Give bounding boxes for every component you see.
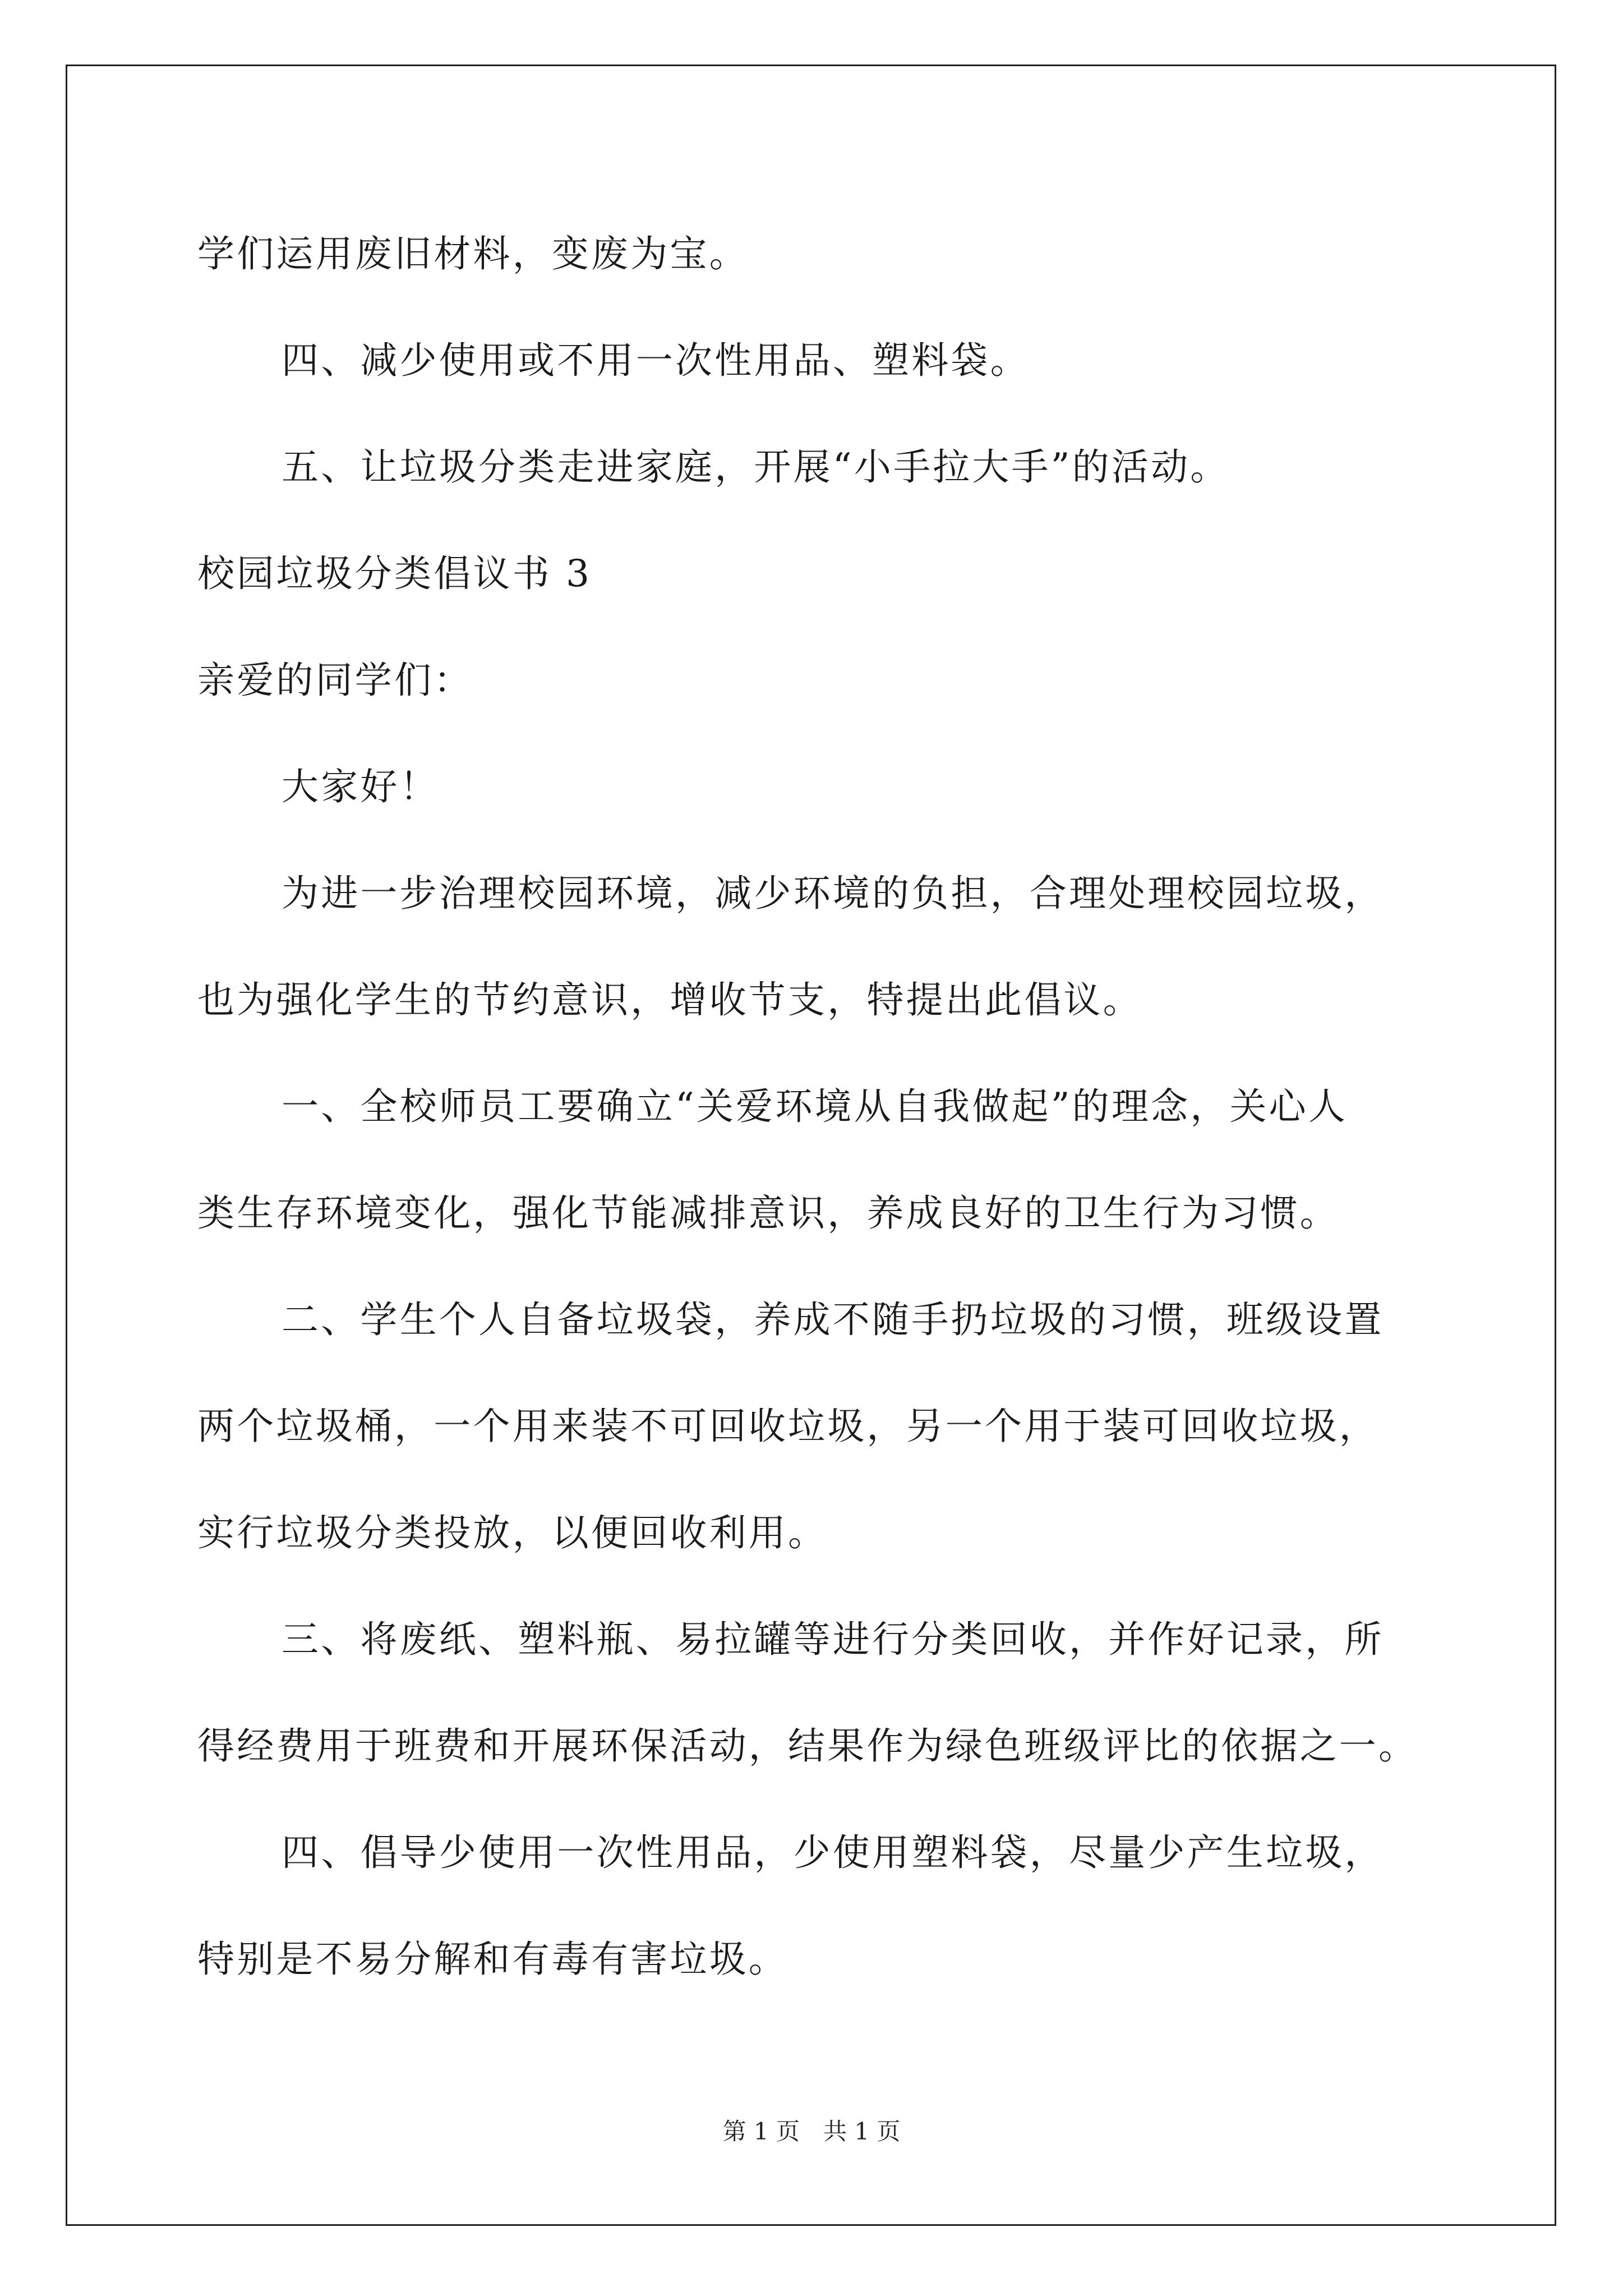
text-line: 学们运用废旧材料，变废为宝。 <box>197 232 749 275</box>
text-line: 四、减少使用或不用一次性用品、塑料袋。 <box>282 339 1030 382</box>
text-line: 类生存环境变化，强化节能减排意识，养成良好的卫生行为习惯。 <box>197 1191 1339 1235</box>
text-line: 一、全校师员工要确立“关爱环境从自我做起”的理念，关心人 <box>282 1085 1348 1128</box>
salutation: 亲爱的同学们： <box>197 659 473 702</box>
text-line: 两个垃圾桶，一个用来装不可回收垃圾，另一个用于装可回收垃圾， <box>197 1405 1378 1448</box>
text-line: 二、学生个人自备垃圾袋，养成不随手扔垃圾的习惯，班级设置 <box>282 1298 1384 1341</box>
text-line: 四、倡导少使用一次性用品，少使用塑料袋，尽量少产生垃圾， <box>282 1831 1384 1874</box>
text-line: 得经费用于班费和开展环保活动，结果作为绿色班级评比的依据之一。 <box>197 1724 1418 1768</box>
text-line: 五、让垃圾分类走进家庭，开展“小手拉大手”的活动。 <box>282 445 1230 489</box>
text-line: 三、将废纸、塑料瓶、易拉罐等进行分类回收，并作好记录，所 <box>282 1618 1384 1661</box>
text-line: 也为强化学生的节约意识，增收节支，特提出此倡议。 <box>197 978 1142 1022</box>
greeting: 大家好！ <box>282 765 439 808</box>
section-heading: 校园垃圾分类倡议书 3 <box>197 552 592 595</box>
page-number-footer: 第 1 页 共 1 页 <box>722 2118 901 2145</box>
text-line: 特别是不易分解和有毒有害垃圾。 <box>197 1938 788 1981</box>
text-line: 为进一步治理校园环境，减少环境的负担，合理处理校园垃圾， <box>282 872 1384 915</box>
text-line: 实行垃圾分类投放，以便回收利用。 <box>197 1511 828 1554</box>
document-body <box>197 201 1515 2013</box>
